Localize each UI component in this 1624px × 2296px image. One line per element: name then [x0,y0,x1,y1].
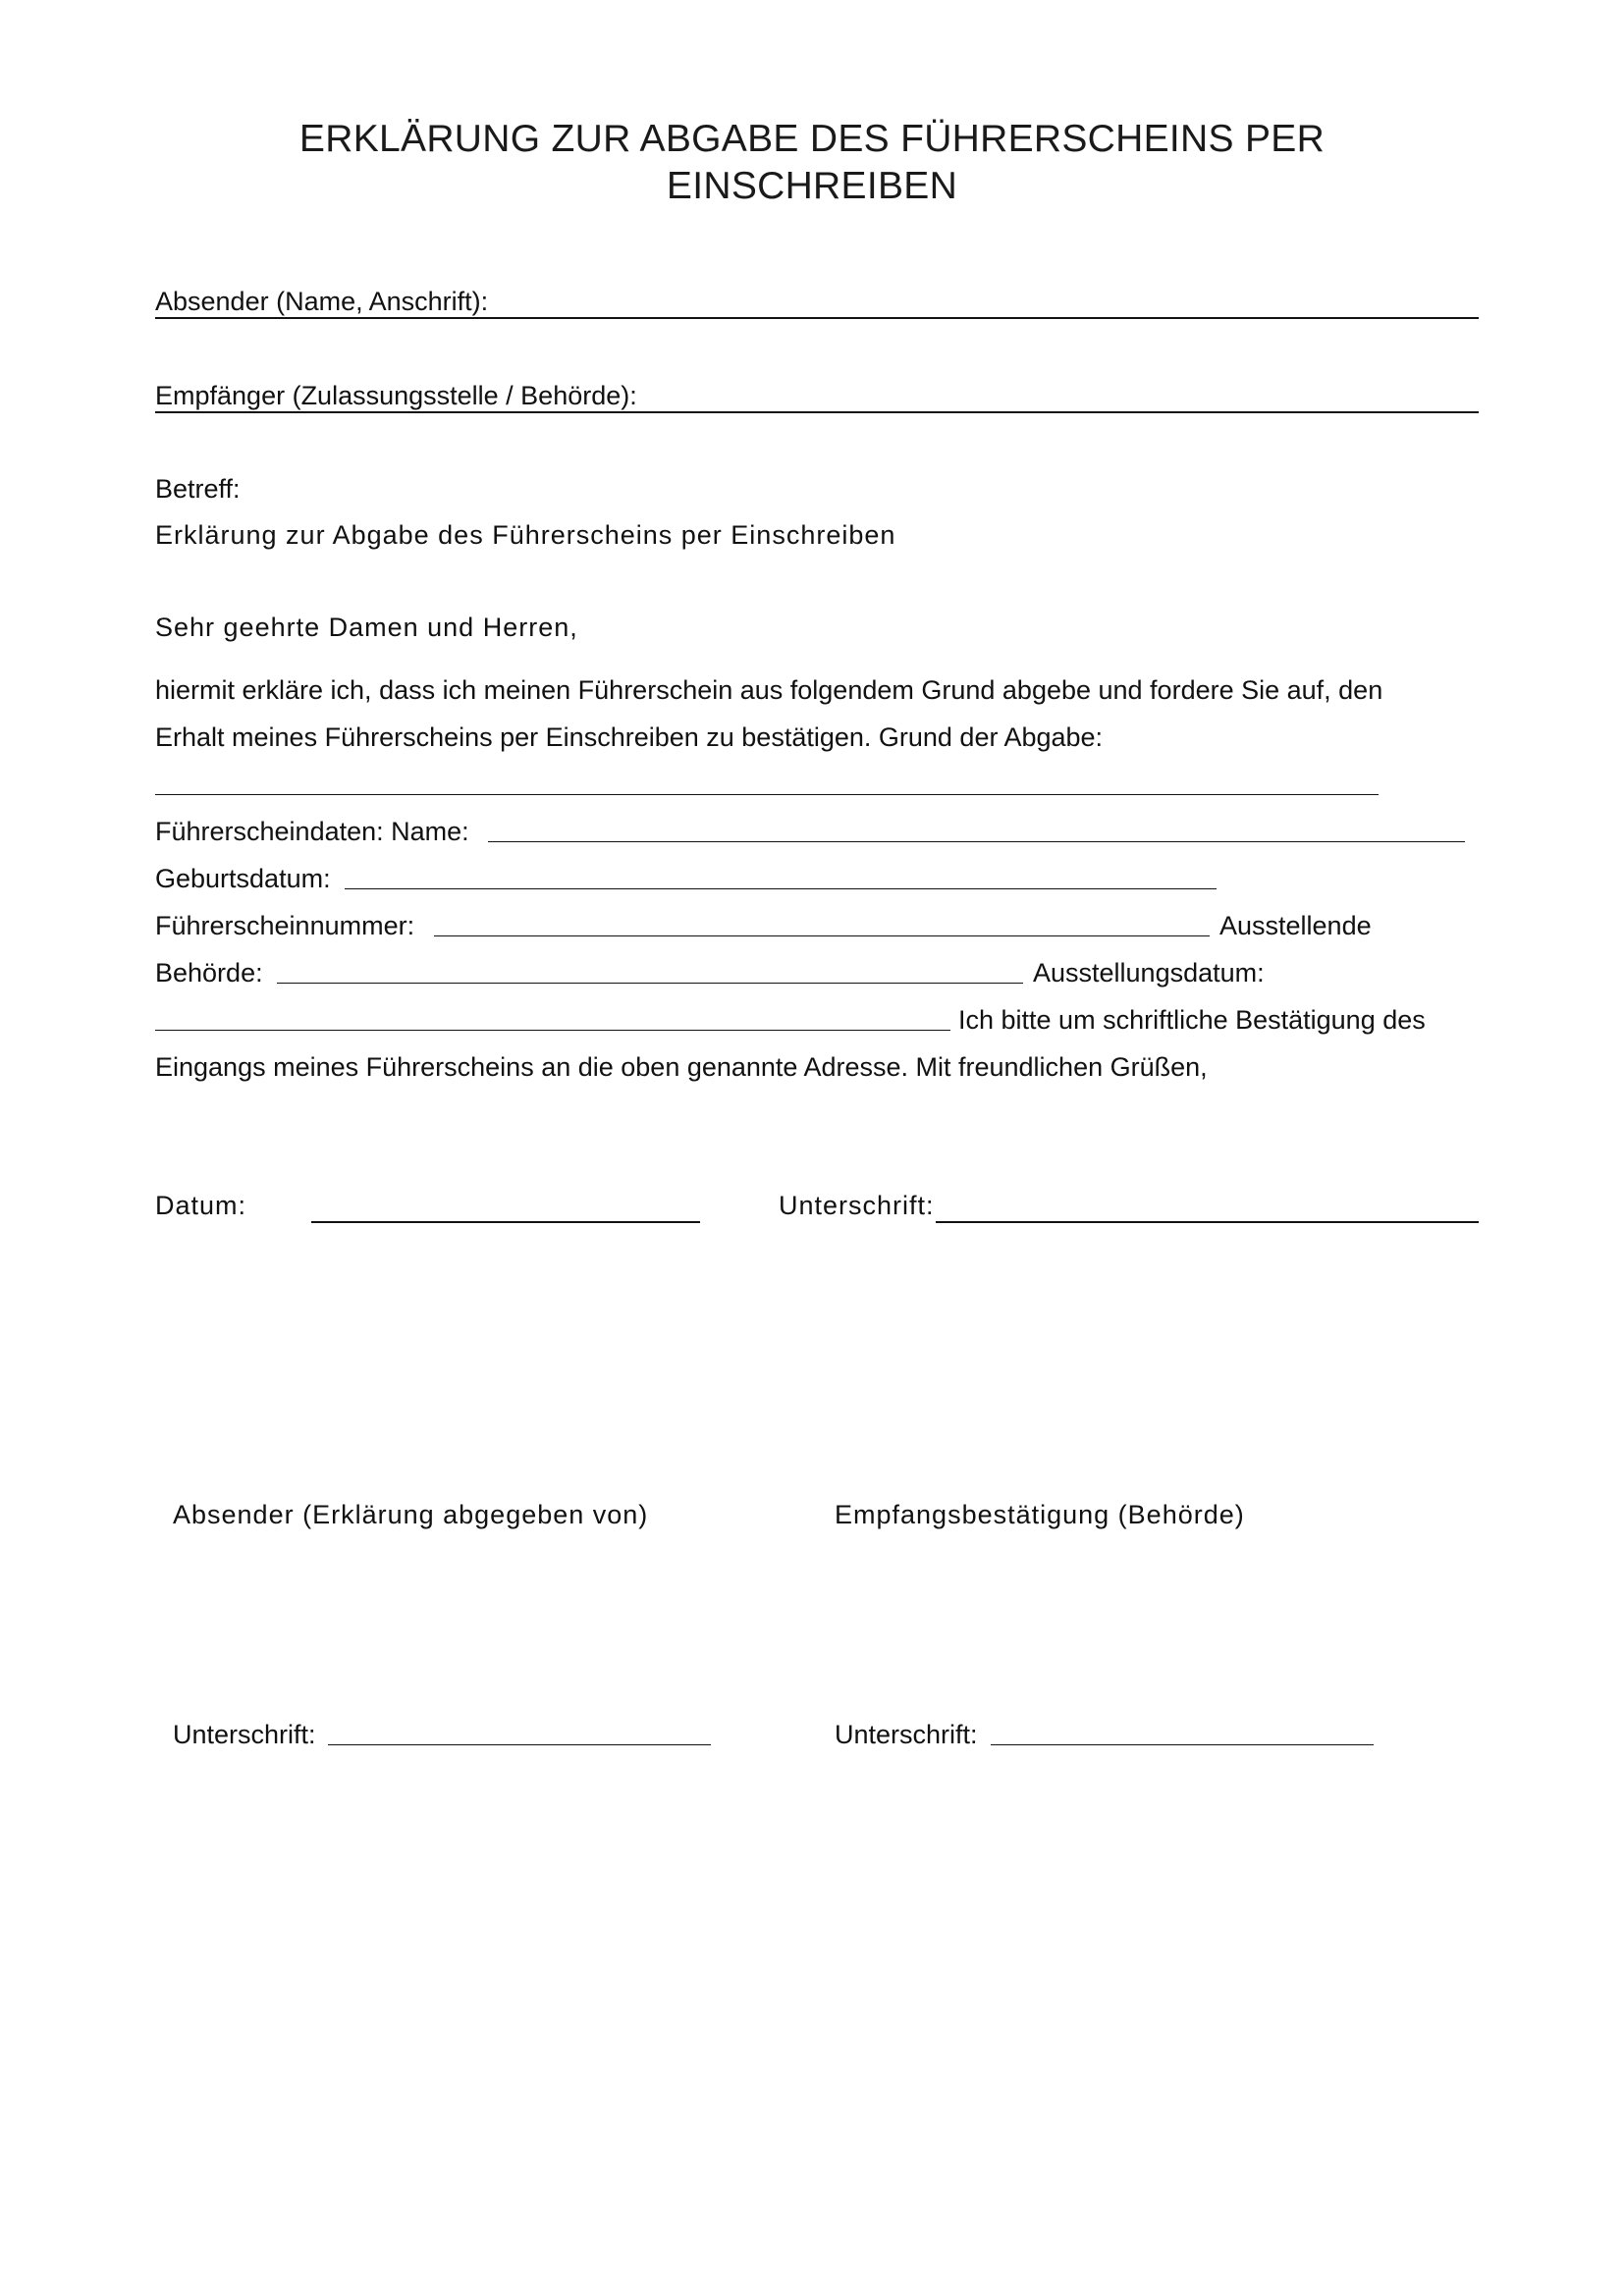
license-name-label: Führerscheindaten: Name: [155,817,469,846]
subject-text: Erklärung zur Abgabe des Führerscheins per Einschreiben [155,520,896,550]
birthdate-field-line[interactable] [345,888,1217,889]
footer-right-heading: Empfangsbestätigung (Behörde) [835,1500,1245,1529]
footer-left-heading: Absender (Erklärung abgegeben von) [173,1500,649,1529]
document-title-line-2: EINSCHREIBEN [666,165,958,207]
sender-field-line[interactable] [155,317,1479,319]
issuing-authority-label-a: Ausstellende [1219,911,1372,940]
subject-label: Betreff: [155,474,241,504]
date-field-line[interactable] [311,1221,700,1223]
license-name-field-line[interactable] [488,841,1465,842]
issuing-authority-field-line[interactable] [277,983,1023,984]
sender-label: Absender (Name, Anschrift): [155,287,489,316]
recipient-field-line[interactable] [155,411,1479,413]
request-text: Ich bitte um schriftliche Bestätigung des [958,1005,1426,1035]
body-line-1: hiermit erkläre ich, dass ich meinen Führerschein aus folgendem Grund abgebe und fordere Sie auf, den [155,675,1383,705]
body-line-2: Erhalt meines Führerscheins per Einschreiben zu bestätigen. Grund der Abgabe: [155,722,1104,752]
signature-label: Unterschrift: [779,1191,935,1220]
salutation: Sehr geehrte Damen und Herren, [155,613,578,642]
closing-line: Eingangs meines Führerscheins an die oben genannte Adresse. Mit freundlichen Grüßen, [155,1052,1208,1082]
birthdate-label: Geburtsdatum: [155,864,331,893]
license-number-label: Führerscheinnummer: [155,911,415,940]
issue-date-field-line[interactable] [155,1030,950,1031]
footer-right-signature-label: Unterschrift: [835,1720,978,1749]
footer-left-signature-label: Unterschrift: [173,1720,316,1749]
footer-right-signature-line[interactable] [991,1744,1374,1745]
document-title-line-1: ERKLÄRUNG ZUR ABGABE DES FÜHRERSCHEINS PER [298,118,1326,160]
reason-field-line[interactable] [155,794,1379,795]
issuing-authority-label-b: Behörde: [155,958,263,988]
issue-date-label: Ausstellungsdatum: [1033,958,1265,988]
license-number-field-line[interactable] [434,935,1210,936]
signature-field-line[interactable] [936,1221,1479,1223]
footer-left-signature-line[interactable] [328,1744,711,1745]
recipient-label: Empfänger (Zulassungsstelle / Behörde): [155,381,637,410]
date-label: Datum: [155,1191,247,1220]
